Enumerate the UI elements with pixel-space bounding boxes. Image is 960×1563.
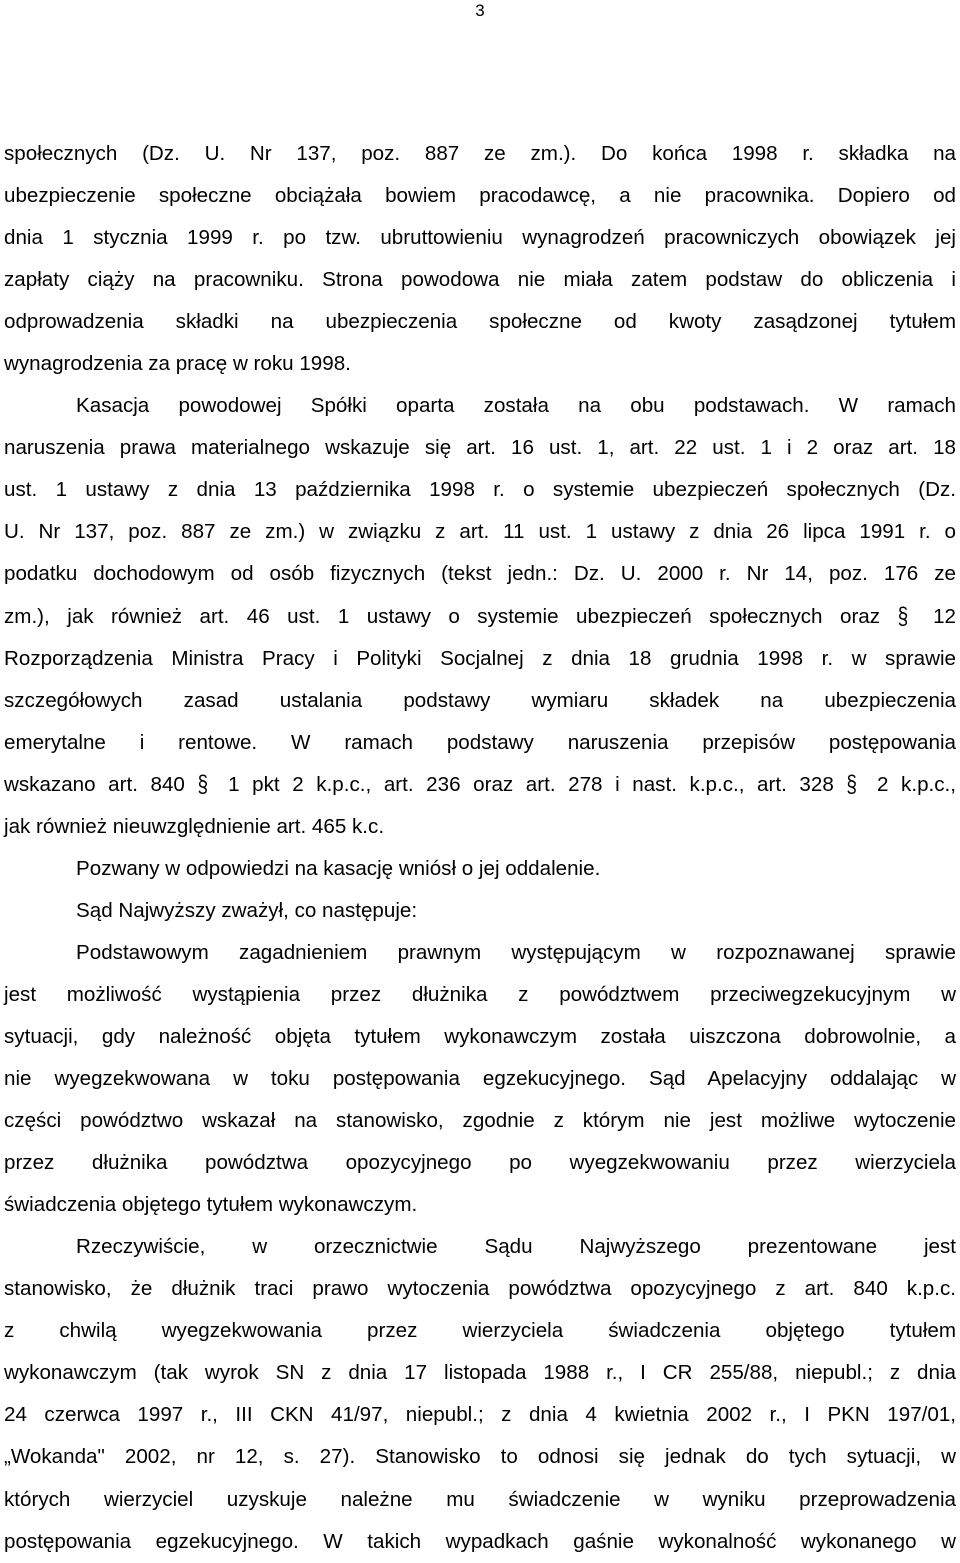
text-segment: zm.), jak również art. 46 ust. 1 ustawy o systemie ubezpieczeń społecznych oraz: [4, 604, 881, 628]
text-line: z chwilą wyegzekwowania przez wierzyciela świadczenia objętego tytułem: [4, 1319, 956, 1343]
text-line: postępowania egzekucyjnego. W takich wypadkach gaśnie wykonalność wykonanego w: [4, 1529, 956, 1553]
text-line: 24 czerwca 1997 r., III CKN 41/97, niepubl.; z dnia 4 kwietnia 2002 r., I PKN 197/01,: [4, 1403, 956, 1427]
text-line: stanowisko, że dłużnik traci prawo wytoczenia powództwa opozycyjnego z art. 840 k.p.c.: [4, 1277, 956, 1301]
paragraph-first-line: Kasacja powodowej Spółki oparta została na obu podstawach. W ramach: [76, 394, 956, 418]
section-symbol: §: [197, 771, 209, 799]
paragraph-first-line: Rzeczywiście, w orzecznictwie Sądu Najwyższego prezentowane jest: [76, 1235, 956, 1259]
paragraph-first-line: Sąd Najwyższy zważył, co następuje:: [76, 898, 418, 922]
text-line: dnia 1 stycznia 1999 r. po tzw. ubruttowieniu wynagrodzeń pracowniczych obowiązek jej: [4, 226, 956, 250]
text-line: emerytalne i rentowe. W ramach podstawy naruszenia przepisów postępowania: [4, 730, 956, 754]
text-line: jak również nieuwzględnienie art. 465 k.c.: [4, 814, 385, 838]
text-segment: wskazano art. 840: [4, 772, 185, 796]
text-line: szczegółowych zasad ustalania podstawy wymiaru składek na ubezpieczenia: [4, 688, 956, 712]
text-segment: 12: [933, 604, 956, 628]
paragraph-first-line: Pozwany w odpowiedzi na kasację wniósł o jej oddalenie.: [76, 856, 601, 880]
document-body: [4, 133, 956, 1563]
text-line: odprowadzenia składki na ubezpieczenia społeczne od kwoty zasądzonej tytułem: [4, 310, 956, 334]
text-line: [4, 596, 956, 638]
text-line: przez dłużnika powództwa opozycyjnego po wyegzekwowaniu przez wierzyciela: [4, 1151, 956, 1175]
text-line: U. Nr 137, poz. 887 ze zm.) w związku z art. 11 ust. 1 ustawy z dnia 26 lipca 1991 r. o: [4, 520, 956, 544]
text-line: świadczenia objętego tytułem wykonawczym.: [4, 1193, 418, 1217]
text-line: jest możliwość wystąpienia przez dłużnika z powództwem przeciwegzekucyjnym w: [4, 982, 956, 1006]
text-line: zapłaty ciąży na pracowniku. Strona powodowa nie miała zatem podstaw do obliczenia i: [4, 268, 956, 292]
text-line: sytuacji, gdy należność objęta tytułem wykonawczym została uiszczona dobrowolnie, a: [4, 1024, 956, 1048]
text-line: których wierzyciel uzyskuje należne mu świadczenie w wyniku przeprowadzenia: [4, 1487, 956, 1511]
text-line: nie wyegzekwowana w toku postępowania egzekucyjnego. Sąd Apelacyjny oddalając w: [4, 1067, 956, 1091]
section-symbol: §: [897, 603, 909, 631]
paragraph-first-line: Podstawowym zagadnieniem prawnym występującym w rozpoznawanej sprawie: [76, 940, 956, 964]
page-number: 3: [475, 1, 485, 20]
section-symbol: §: [846, 771, 857, 799]
text-line: Rozporządzenia Ministra Pracy i Polityki Socjalnej z dnia 18 grudnia 1998 r. w sprawie: [4, 646, 956, 670]
text-line: społecznych (Dz. U. Nr 137, poz. 887 ze zm.). Do końca 1998 r. składka na: [4, 142, 956, 165]
text-line: części powództwo wskazał na stanowisko, zgodnie z którym nie jest możliwe wytoczenie: [4, 1109, 956, 1133]
text-line: wynagrodzenia za pracę w roku 1998.: [4, 352, 351, 376]
text-line: ubezpieczenie społeczne obciążała bowiem pracodawcę, a nie pracownika. Dopiero od: [4, 184, 956, 208]
text-segment: 1 pkt 2 k.p.c., art. 236 oraz art. 278 i nast. k.p.c., art. 328: [228, 772, 834, 796]
text-line: [4, 764, 956, 806]
text-line: wykonawczym (tak wyrok SN z dnia 17 listopada 1988 r., I CR 255/88, niepubl.; z dnia: [4, 1361, 956, 1385]
text-line: ust. 1 ustawy z dnia 13 października 1998 r. o systemie ubezpieczeń społecznych (Dz.: [4, 478, 956, 502]
text-line: „Wokanda" 2002, nr 12, s. 27). Stanowisko to odnosi się jednak do tych sytuacji, w: [4, 1445, 956, 1469]
text-line: naruszenia prawa materialnego wskazuje się art. 16 ust. 1, art. 22 ust. 1 i 2 oraz art. 18: [4, 436, 956, 460]
text-segment: 2 k.p.c.,: [877, 772, 956, 796]
text-line: podatku dochodowym od osób fizycznych (tekst jedn.: Dz. U. 2000 r. Nr 14, poz. 176 ze: [4, 562, 956, 586]
